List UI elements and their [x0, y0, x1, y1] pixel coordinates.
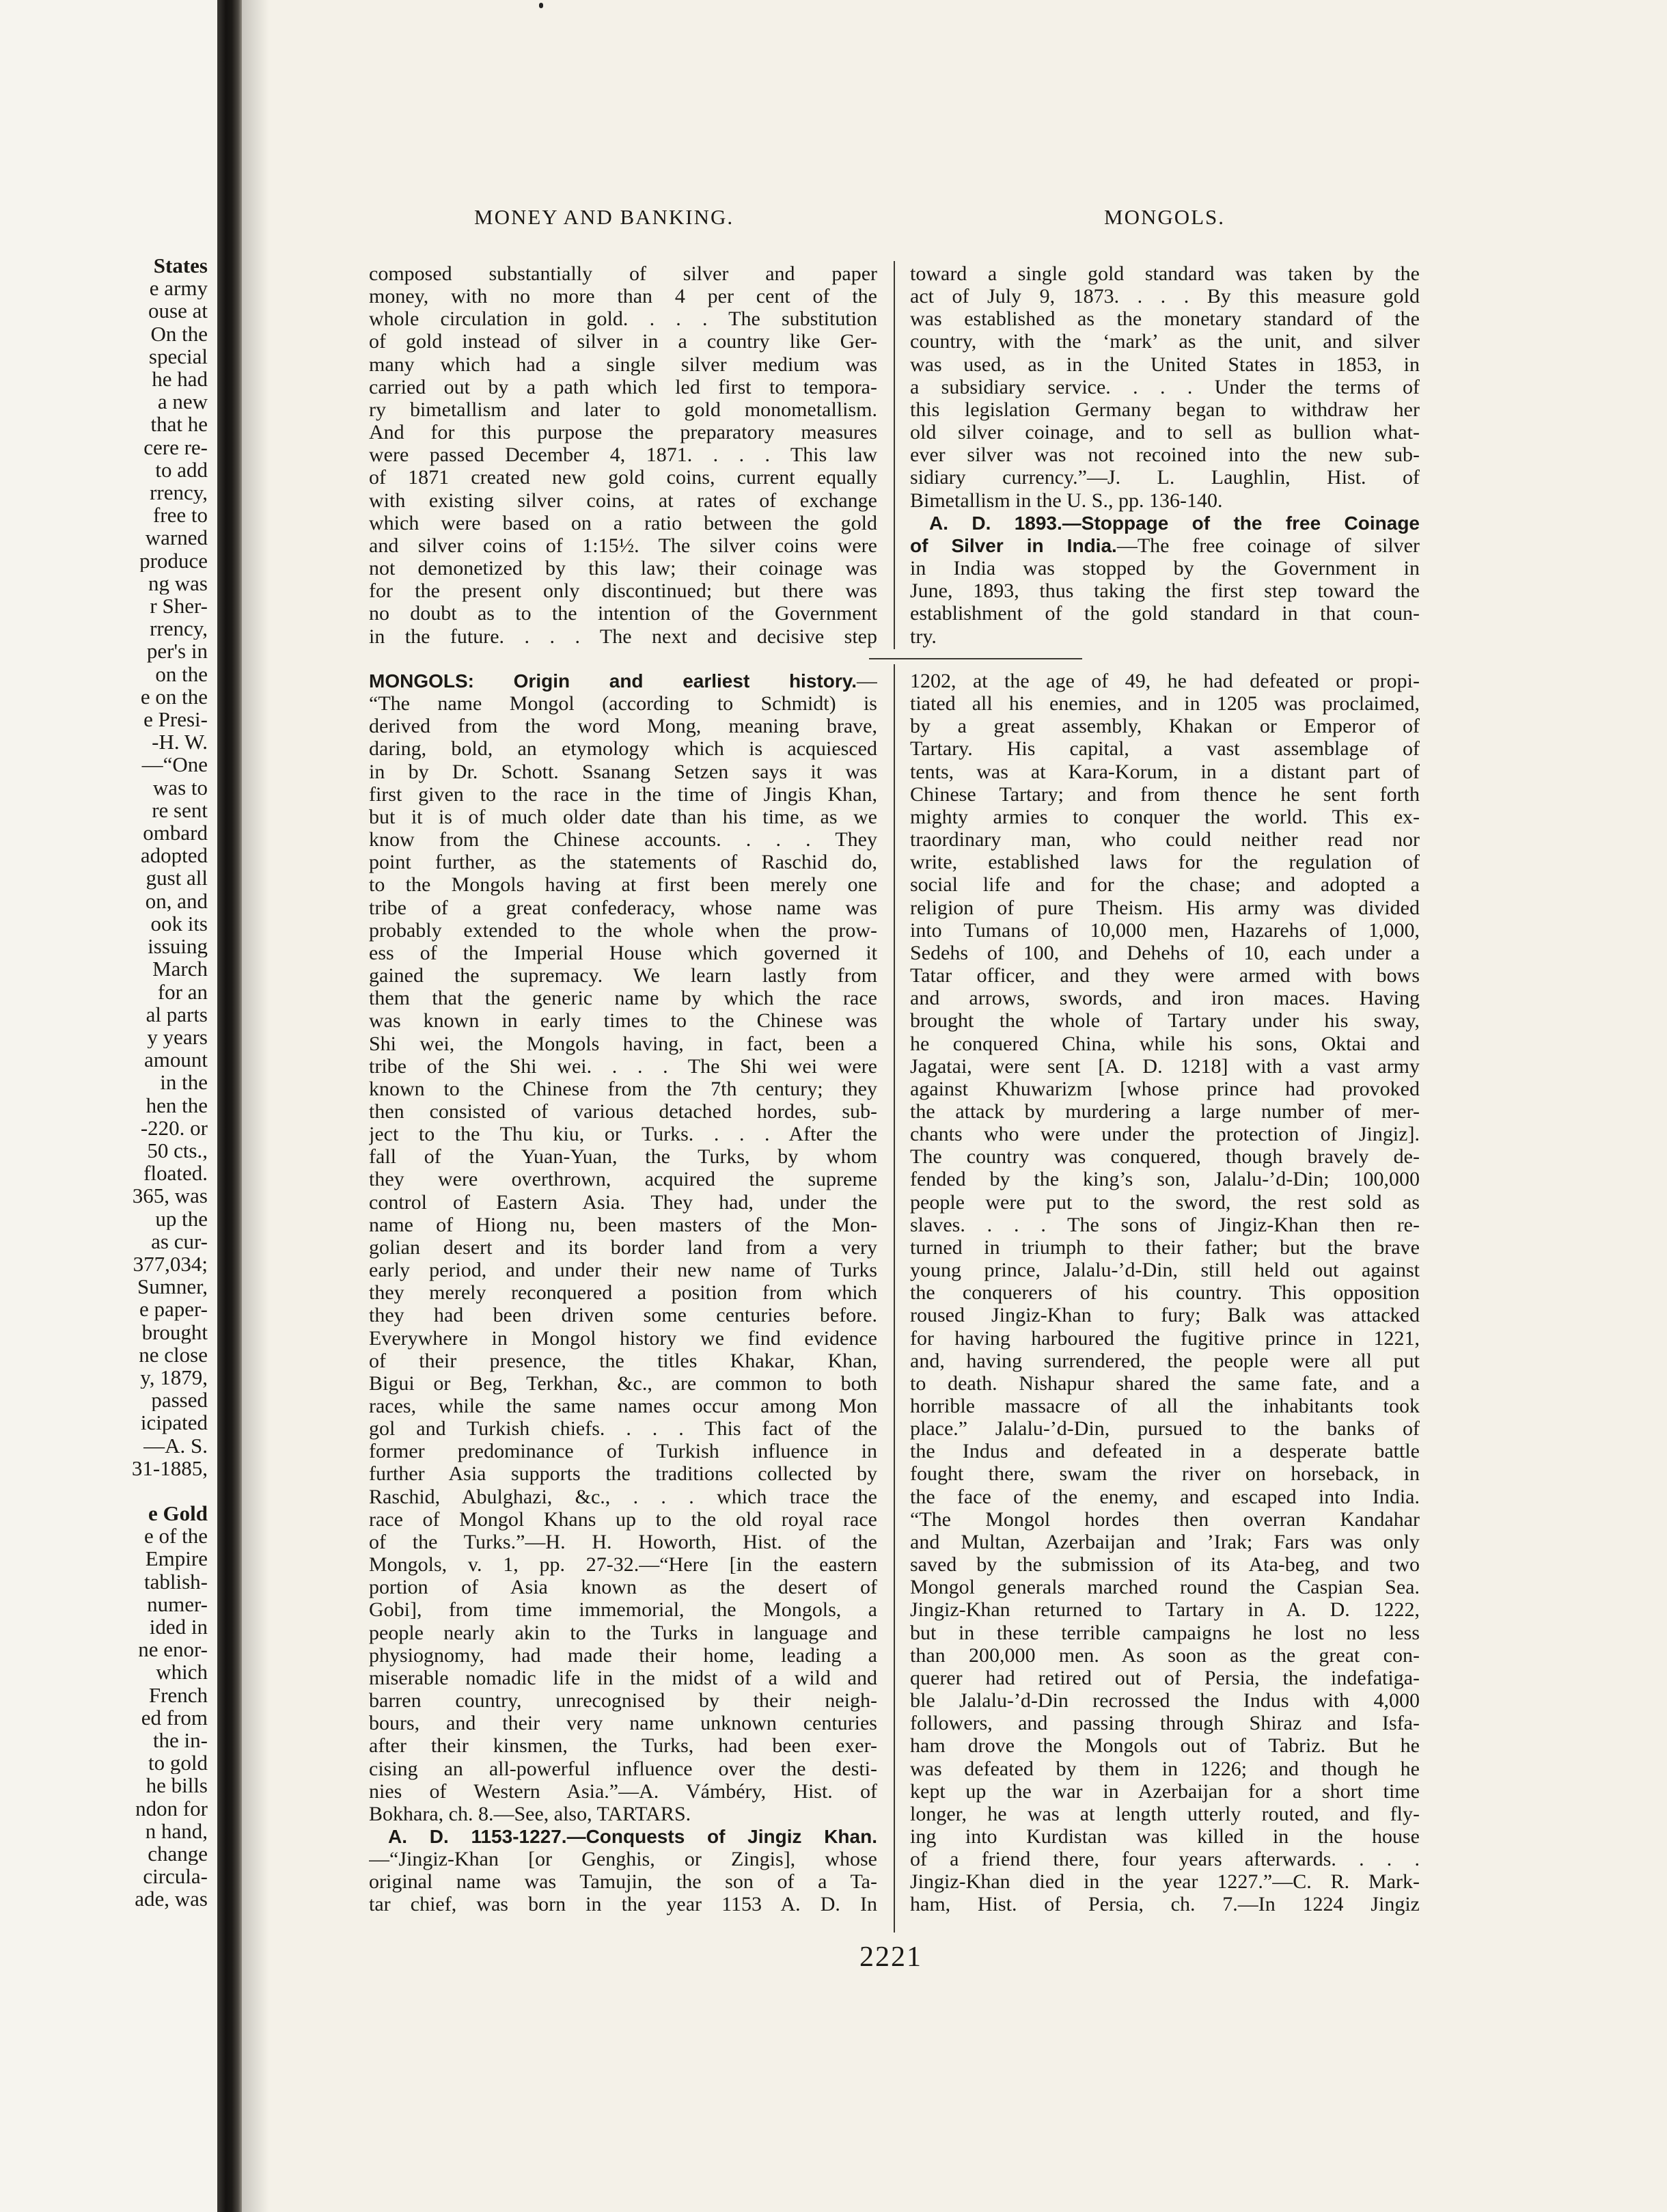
text-line: ever silver was not recoined into the new sub-	[910, 443, 1420, 467]
text-line: mighty armies to conquer the world. This ex-	[910, 805, 1420, 828]
text-line: point further, as the statements of Raschid do,	[369, 851, 877, 874]
text-line: the Indus and defeated in a desperate battle	[910, 1440, 1420, 1463]
facing-page-fragment: change	[148, 1842, 208, 1866]
text-line: Gobi], from time immemorial, the Mongols, a	[369, 1598, 877, 1622]
column-divider-bottom	[894, 664, 895, 1933]
text-line: against Khuwarizm [whose prince had provoked	[910, 1077, 1420, 1100]
facing-page-fragment: ouse at	[148, 299, 208, 323]
text-line: the face of the enemy, and escaped into India.	[910, 1485, 1420, 1508]
text-line: was defeated by them in 1226; and though he	[910, 1757, 1420, 1780]
facing-page-fragment: he had	[152, 368, 208, 391]
facing-page-fragment: tablish-	[144, 1570, 208, 1593]
text-line: brought the whole of Tartary under his sway,	[910, 1009, 1420, 1033]
text-line: former predominance of Turkish influence in	[369, 1440, 877, 1463]
facing-page-fragment: up the	[155, 1207, 208, 1230]
facing-page-fragment: rrency,	[150, 481, 208, 504]
facing-page-fragment: y, 1879,	[140, 1365, 208, 1389]
text-line: Tartary. His capital, a vast assemblage of	[910, 737, 1420, 761]
text-line: miserable nomadic life in the midst of a wild and	[369, 1666, 877, 1689]
text-line: ham, Hist. of Persia, ch. 7.—In 1224 Jingiz	[910, 1893, 1420, 1916]
text-line: many which had a single silver medium was	[369, 353, 877, 376]
text-line: barren country, unrecognised by their neigh-	[369, 1689, 877, 1712]
text-line: they merely reconquered a position from which	[369, 1281, 877, 1305]
text-line: but it is of much older date than his time, as we	[369, 805, 877, 828]
text-line: name of Hiong nu, been masters of the Mon-	[369, 1213, 877, 1236]
text-line: first given to the race in the time of Jingis Khan,	[369, 782, 877, 806]
facing-page-fragment: —A. S.	[143, 1434, 208, 1457]
facing-page-fragment: -220. or	[140, 1116, 208, 1139]
gutter-shadow	[242, 0, 269, 2212]
text-line: Jingiz-Khan died in the year 1227.”—C. R. Mark-	[910, 1870, 1420, 1894]
text-line: ject to the Thu kiu, or Turks. . . . After the	[369, 1123, 877, 1146]
text-line: try.	[910, 625, 937, 648]
text-line: act of July 9, 1873. . . . By this measure gold	[910, 285, 1420, 308]
text-line: early period, and under their new name of Turks	[369, 1259, 877, 1282]
text-line: Jagatai, were sent [A. D. 1218] with a vast army	[910, 1054, 1420, 1078]
facing-page-fragment: that he	[150, 413, 208, 436]
text-line: of their presence, the titles Khakar, Khan,	[369, 1349, 877, 1372]
facing-page-fragment: brought	[141, 1320, 208, 1343]
facing-page-fragment: as cur-	[151, 1229, 208, 1253]
text-line: tiated all his enemies, and in 1205 was proclaimed,	[910, 692, 1420, 715]
text-line: and Multan, Azerbaijan and ’Irak; Fars was only	[910, 1530, 1420, 1553]
text-line: saved by the submission of its Ata-beg, and two	[910, 1553, 1420, 1576]
facing-page-fragment: French	[148, 1683, 208, 1706]
section-rule	[869, 658, 1082, 659]
text-line: by a great assembly, Khakan or Emperor of	[910, 715, 1420, 738]
text-line: to the Mongols having at first been merely one	[369, 873, 877, 897]
text-line: ess of the Imperial House which governed it	[369, 941, 877, 964]
text-line: but in these terrible campaigns he lost no less	[910, 1621, 1420, 1644]
entry-ad-1153-heading: A. D. 1153-1227.—Conquests of Jingiz Khan.	[388, 1825, 877, 1847]
text-line: for the present only discontinued; but there was	[369, 579, 877, 603]
facing-page-fragment: floated.	[143, 1162, 208, 1185]
text-line: original name was Tamujin, the son of a Ta-	[369, 1870, 877, 1894]
facing-page-fragment: re sent	[152, 798, 208, 822]
facing-page-fragment: 377,034;	[133, 1252, 208, 1276]
text-line: ble Jalalu-’d-Din recrossed the Indus with 4,000	[910, 1689, 1420, 1712]
facing-page-fragment: passed	[151, 1389, 208, 1412]
facing-page-fragment: a new	[157, 390, 208, 413]
text-line: establishment of the gold standard in that coun-	[910, 602, 1420, 625]
text-line: fended by the king’s son, Jalalu-’d-Din; 100,000	[910, 1168, 1420, 1191]
text-line: tribe of a great confederacy, whose name was	[369, 896, 877, 919]
text-line: know from the Chinese accounts. . . . They	[369, 828, 877, 851]
text-line: old silver coinage, and to sell as bullion what-	[910, 421, 1420, 444]
text-line: 1202, at the age of 49, he had defeated or propi-	[910, 670, 1420, 692]
facing-page-fragment: rrency,	[150, 617, 208, 640]
text-line: fall of the Yuan-Yuan, the Turks, by whom	[369, 1145, 877, 1169]
facing-page-fragment: ne close	[139, 1343, 208, 1366]
laughlin-quote	[910, 262, 1420, 512]
text-line: after their kinsmen, the Turks, had been exer-	[369, 1734, 877, 1758]
text-line: slaves. . . . The sons of Jingiz-Khan then re-	[910, 1213, 1420, 1236]
facing-page-fragment: cere re-	[143, 435, 208, 459]
text-line: of the Turks.”—H. H. Howorth, Hist. of the	[369, 1530, 877, 1553]
text-line: was used, as in the United States in 1853, in	[910, 353, 1420, 376]
facing-page-fragment: r Sher-	[150, 595, 208, 618]
facing-page-edge	[0, 0, 217, 2212]
text-line: ing into Kurdistan was killed in the house	[910, 1825, 1420, 1848]
text-line: in by Dr. Schott. Ssanang Setzen says it was	[369, 760, 877, 783]
facing-page-fragment: he bills	[146, 1774, 208, 1797]
facing-page-fragment: -H. W.	[152, 730, 208, 754]
text-line: daring, bold, an etymology which is acquiesced	[369, 737, 877, 761]
text-line: —“Jingiz-Khan [or Genghis, or Zingis], whose	[369, 1848, 877, 1871]
entry-ad-1893	[910, 512, 1420, 648]
facing-page-fragment: e Presi-	[143, 708, 208, 731]
text-line: whole circulation in gold. . . . The substitution	[369, 308, 877, 331]
running-head-left: MONEY AND BANKING.	[474, 205, 734, 229]
text-line: than 200,000 men. As soon as the great con-	[910, 1643, 1420, 1667]
text-line: Raschid, Abulghazi, &c., . . . which trace the	[369, 1485, 877, 1508]
text-line: and silver coins of 1:15½. The silver coins were	[369, 534, 877, 557]
mongols-column-right	[910, 670, 1420, 1916]
text-line: cising an all-powerful influence over the desti-	[369, 1757, 877, 1780]
text-line: Bigui or Beg, Terkhan, &c., are common to both	[369, 1371, 877, 1395]
text-line: and, having surrendered, the people were all put	[910, 1349, 1420, 1372]
facing-page-fragment: to gold	[148, 1751, 208, 1775]
text-line: was established as the monetary standard of the	[910, 308, 1420, 331]
text-line: them that the generic name by which the race	[369, 987, 877, 1010]
text-line: and arrows, swords, and iron maces. Having	[910, 987, 1420, 1010]
text-line: bours, and their very name unknown centuries	[369, 1712, 877, 1735]
text-line: young prince, Jalalu-’d-Din, still held out against	[910, 1259, 1420, 1282]
text-line: of a friend there, four years afterwards. . . .	[910, 1848, 1420, 1871]
facing-page-text-fragments	[3, 254, 208, 1911]
text-line: querer had retired out of Persia, the indefatiga-	[910, 1666, 1420, 1689]
facing-page-fragment: On the	[150, 322, 208, 345]
facing-page-fragment: —“One	[141, 753, 208, 776]
text-line: “The name Mongol (according to Schmidt) is	[369, 692, 877, 715]
text-line: derived from the word Mong, meaning brave,	[369, 715, 877, 738]
money-banking-column-right	[910, 262, 1420, 648]
text-line: tar chief, was born in the year 1153 A. D. In	[369, 1893, 877, 1916]
text-line: further Asia supports the traditions collected by	[369, 1462, 877, 1486]
facing-page-fragment: y years	[147, 1025, 208, 1049]
text-line: Tatar officer, and they were armed with bows	[910, 964, 1420, 987]
facing-page-fragment: ade, was	[135, 1887, 208, 1911]
text-line: Everywhere in Mongol history we find evidence	[369, 1326, 877, 1350]
facing-page-fragment: ed from	[141, 1706, 208, 1729]
running-head-right: MONGOLS.	[1104, 205, 1226, 229]
text-line: people were put to the sword, the rest sold as	[910, 1190, 1420, 1214]
text-line: toward a single gold standard was taken by the	[910, 262, 1420, 285]
facing-page-fragment: n hand,	[145, 1819, 208, 1843]
text-line: Chinese Tartary; and from thence he sent forth	[910, 782, 1420, 806]
facing-page-fragment: Sumner,	[137, 1275, 208, 1298]
text-line: were passed December 4, 1871. . . . This law	[369, 443, 877, 467]
facing-page-fragment: 50 cts.,	[147, 1138, 208, 1162]
text-line: they had been driven some centuries before.	[369, 1304, 877, 1327]
text-line: And for this purpose the preparatory measures	[369, 421, 877, 444]
text-line: probably extended to the whole when the prow-	[369, 918, 877, 942]
facing-page-fragment: warned	[145, 526, 208, 549]
facing-page-fragment: which	[156, 1661, 208, 1684]
text-line: Shi wei, the Mongols having, in fact, been a	[369, 1032, 877, 1055]
text-line: religion of pure Theism. His army was divided	[910, 896, 1420, 919]
facing-page-fragment: in the	[160, 1071, 208, 1094]
text-line: ham drove the Mongols out of Tabriz. But he	[910, 1734, 1420, 1758]
text-line: to death. Nishapur shared the same fate, and a	[910, 1371, 1420, 1395]
facing-page-fragment: produce	[139, 549, 208, 572]
text-line: fought there, swam the river on horseback, in	[910, 1462, 1420, 1486]
text-line: this legislation Germany began to withdraw her	[910, 398, 1420, 421]
text-line: known to the Chinese from the 7th century; they	[369, 1077, 877, 1100]
facing-page-fragment: free to	[152, 504, 208, 527]
text-line: money, with no more than 4 per cent of the	[369, 285, 877, 308]
text-line: turned in triumph to their father; but the brave	[910, 1235, 1420, 1259]
entry-ad-1893-line: of Silver in India.—The free coinage of silver	[910, 534, 1420, 557]
facing-page-fragment: e of the	[144, 1525, 208, 1548]
text-line: nies of Western Asia.”—A. Vámbéry, Hist. of	[369, 1779, 877, 1803]
facing-page-fragment: ne enor-	[138, 1638, 208, 1661]
text-line: tents, was at Kara-Korum, in a distant part of	[910, 760, 1420, 783]
text-line: which were based on a ratio between the gold	[369, 511, 877, 534]
text-line: he conquered China, while his sons, Oktai and	[910, 1032, 1420, 1055]
text-line: place.” Jalalu-’d-Din, pursued to the banks of	[910, 1417, 1420, 1440]
page-number: 2221	[859, 1941, 922, 1973]
text-line: country, with the ‘mark’ as the unit, and silver	[910, 330, 1420, 353]
facing-page-fragment: was to	[152, 776, 208, 799]
facing-page-fragment: States	[153, 254, 208, 277]
text-line: horrible massacre of all the inhabitants took	[910, 1395, 1420, 1417]
facing-page-fragment: ng was	[148, 571, 208, 595]
text-line: write, established laws for the regulation of	[910, 851, 1420, 874]
mongols-heading-line: MONGOLS: Origin and earliest history.—	[369, 670, 877, 692]
text-line: golian desert and its border land from a very	[369, 1235, 877, 1259]
facing-page-fragment: ided in	[149, 1615, 208, 1639]
facing-page-fragment: 31-1885,	[131, 1456, 208, 1479]
column-divider-top	[894, 261, 895, 649]
facing-page-fragment: numer-	[147, 1592, 208, 1615]
facing-page-fragment: per's in	[146, 640, 208, 663]
facing-page-fragment: Empire	[145, 1547, 208, 1570]
text-line: not demonetized by this law; their coinage was	[369, 557, 877, 580]
facing-page-fragment: e army	[149, 277, 208, 300]
facing-page-fragment: e paper-	[139, 1298, 208, 1321]
mongols-column-left	[369, 670, 877, 1916]
text-line: then consisted of various detached hordes, sub-	[369, 1100, 877, 1123]
text-line: the conquerers of his country. This opposition	[910, 1281, 1420, 1305]
mongols-heading: MONGOLS: Origin and earliest history.	[369, 670, 857, 692]
text-line: portion of Asia known as the desert of	[369, 1576, 877, 1599]
text-line: chants who were under the protection of Jingiz].	[910, 1123, 1420, 1146]
facing-page-fragment: e on the	[140, 685, 208, 709]
text-line: roused Jingiz-Khan to fury; Balk was attacked	[910, 1304, 1420, 1327]
money-banking-column-left	[369, 262, 877, 648]
text-line: physiognomy, had made their home, leading a	[369, 1643, 877, 1667]
facing-page-fragment: amount	[144, 1048, 208, 1071]
facing-page-fragment: on, and	[145, 889, 208, 912]
text-line: Bokhara, ch. 8.—See, also, TARTARS.	[369, 1802, 691, 1825]
text-line: no doubt as to the intention of the Government	[369, 602, 877, 625]
facing-page-fragment: on the	[155, 662, 208, 685]
facing-page-fragment: for an	[157, 980, 208, 1003]
text-line: traordinary man, who could neither read nor	[910, 828, 1420, 851]
text-line: of 1871 created new gold coins, current equally	[369, 466, 877, 489]
text-line: followers, and passing through Shiraz and Isfa-	[910, 1712, 1420, 1735]
scan-speck	[539, 3, 543, 8]
facing-page-fragment: ook its	[150, 912, 208, 936]
text-line: Mongols, v. 1, pp. 27-32.—“Here [in the eastern	[369, 1553, 877, 1576]
text-line: with existing silver coins, at rates of exchange	[369, 489, 877, 512]
text-line: carried out by a path which led first to tempora-	[369, 375, 877, 398]
facing-page-fragment	[3, 1479, 208, 1502]
facing-page-fragment: adopted	[140, 844, 208, 867]
text-line: in India was stopped by the Government in	[910, 557, 1420, 580]
text-line: Sedehs of 100, and Dehehs of 10, each under a	[910, 941, 1420, 964]
text-line: control of Eastern Asia. They had, under the	[369, 1190, 877, 1214]
entry-ad-1893-heading-line: A. D. 1893.—Stoppage of the free Coinage	[929, 512, 1420, 534]
text-line: gol and Turkish chiefs. . . . This fact of the	[369, 1417, 877, 1440]
text-line: sidiary currency.”—J. L. Laughlin, Hist. of	[910, 466, 1420, 489]
facing-page-fragment: 365, was	[132, 1184, 208, 1207]
facing-page-fragment: icipated	[140, 1411, 208, 1434]
facing-page-fragment: gust all	[146, 866, 208, 890]
facing-page-fragment: al parts	[146, 1002, 208, 1026]
facing-page-fragment: the in-	[152, 1729, 208, 1752]
text-line: in the future. . . . The next and decisive step	[369, 625, 877, 648]
facing-page-fragment: e Gold	[148, 1501, 208, 1525]
text-line: was known in early times to the Chinese was	[369, 1009, 877, 1033]
text-line: people nearly akin to the Turks in language and	[369, 1621, 877, 1644]
text-line: Bimetallism in the U. S., pp. 136-140.	[910, 489, 1223, 512]
text-line: into Tumans of 10,000 men, Hazarehs of 1,000,	[910, 918, 1420, 942]
text-line: ry bimetallism and later to gold monometallism.	[369, 398, 877, 421]
text-line: longer, he was at length utterly routed, and fly-	[910, 1802, 1420, 1825]
text-line: of gold instead of silver in a country like Ger-	[369, 330, 877, 353]
text-line: Jingiz-Khan returned to Tartary in A. D. 1222,	[910, 1598, 1420, 1622]
facing-page-fragment: to add	[155, 458, 208, 482]
text-line: gained the supremacy. We learn lastly from	[369, 964, 877, 987]
text-line: they were overthrown, acquired the supreme	[369, 1168, 877, 1191]
text-line: June, 1893, thus taking the first step toward the	[910, 579, 1420, 603]
book-gutter	[217, 0, 242, 2212]
text-line: “The Mongol hordes then overran Kandahar	[910, 1507, 1420, 1531]
facing-page-fragment: ndon for	[135, 1797, 208, 1820]
text-line: race of Mongol Khans up to the old royal race	[369, 1507, 877, 1531]
text-line: tribe of the Shi wei. . . . The Shi wei were	[369, 1054, 877, 1078]
facing-page-fragment: circula-	[143, 1865, 208, 1888]
text-line: The country was conquered, though bravely de-	[910, 1145, 1420, 1169]
facing-page-fragment: ombard	[143, 821, 208, 845]
text-line: races, while the same names occur among Mon	[369, 1395, 877, 1417]
text-line: composed substantially of silver and paper	[369, 262, 877, 285]
text-line: kept up the war in Azerbaijan for a short time	[910, 1779, 1420, 1803]
facing-page-fragment: hen the	[146, 1093, 208, 1117]
text-line: a subsidiary service. . . . Under the terms of	[910, 375, 1420, 398]
facing-page-fragment: March	[152, 957, 208, 981]
text-line: social life and for the chase; and adopted a	[910, 873, 1420, 897]
text-line: the attack by murdering a large number of mer-	[910, 1100, 1420, 1123]
text-line: for having harboured the fugitive prince in 1221,	[910, 1326, 1420, 1350]
facing-page-fragment: special	[148, 344, 208, 368]
facing-page-fragment: issuing	[148, 935, 208, 958]
text-line: Mongol generals marched round the Caspian Sea.	[910, 1576, 1420, 1599]
